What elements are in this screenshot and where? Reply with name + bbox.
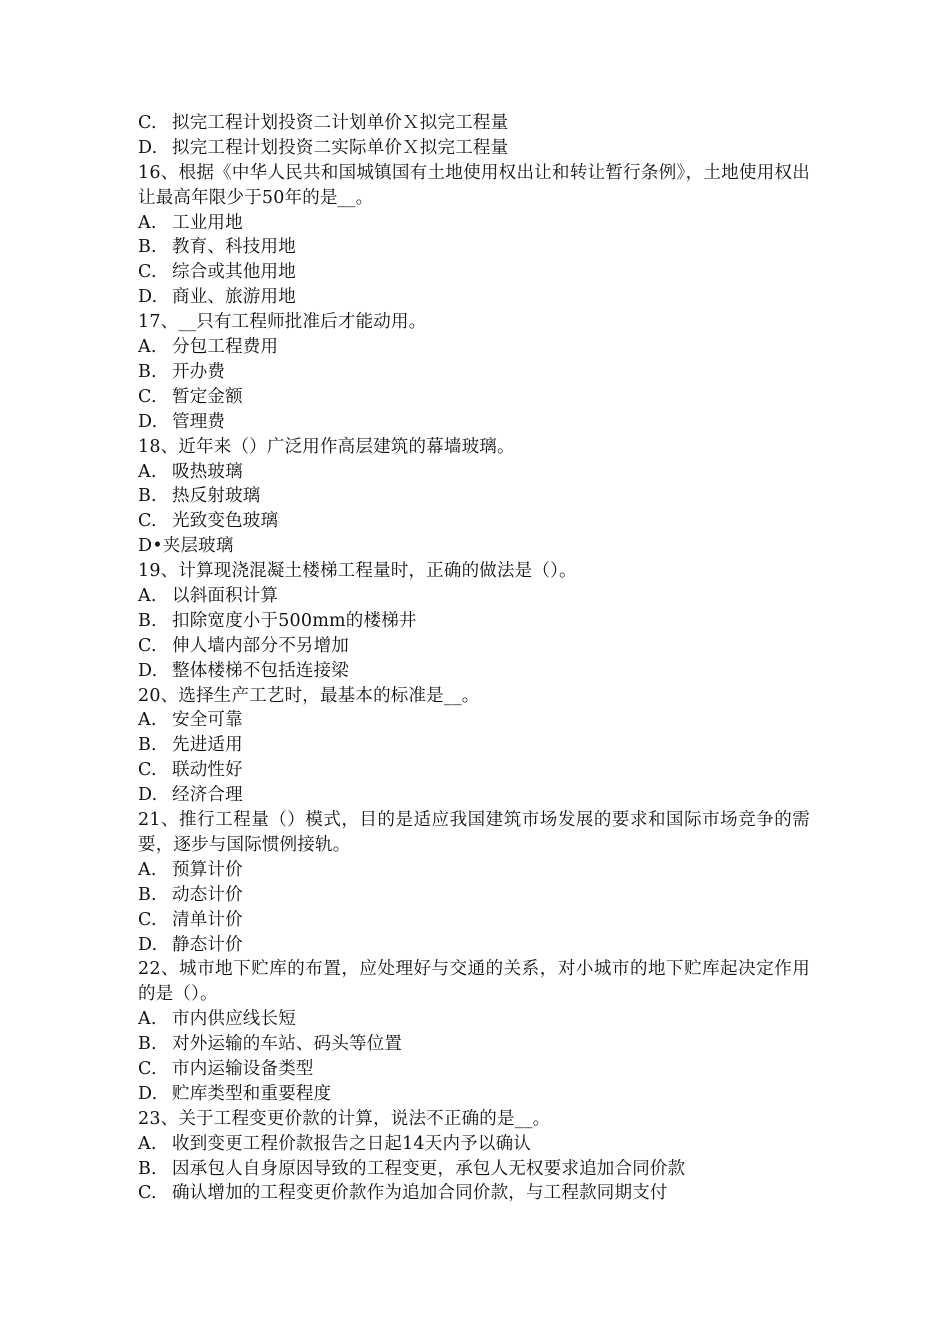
answer-option xyxy=(138,908,810,933)
option-letter: A. xyxy=(138,586,157,607)
option-letter: B. xyxy=(138,610,157,631)
answer-option xyxy=(138,1132,810,1157)
question-text: 19、计算现浇混凝土楼梯工程量时，正确的做法是（）。 xyxy=(138,561,577,582)
option-letter: C. xyxy=(138,511,157,532)
option-letter: C. xyxy=(138,113,157,133)
question-text: 22、城市地下贮库的布置，应处理好与交通的关系，对小城市的地下贮库起决定作用的是（）。 xyxy=(138,959,810,1005)
option-letter: C. xyxy=(138,1059,157,1080)
option-letter: B. xyxy=(138,237,157,258)
question-text: 16、根据《中华人民共和国城镇国有土地使用权出让和转让暂行条例》，土地使用权出让最高年限少于50年的是__。 xyxy=(138,162,810,208)
option-text: 预算计价 xyxy=(172,859,243,880)
option-text: 联动性好 xyxy=(172,760,243,781)
option-letter: C. xyxy=(138,635,157,656)
option-text: 市内供应线长短 xyxy=(172,1009,296,1030)
answer-option xyxy=(138,211,810,236)
option-letter: C. xyxy=(138,262,157,283)
option-letter: A. xyxy=(138,337,157,358)
answer-option xyxy=(138,285,810,310)
answer-option xyxy=(138,634,810,659)
option-text: 整体楼梯不包括连接梁 xyxy=(172,660,349,681)
answer-option xyxy=(138,1082,810,1107)
answer-option xyxy=(138,360,810,385)
question-text: 18、近年来（）广泛用作高层建筑的幕墙玻璃。 xyxy=(138,436,515,457)
answer-option xyxy=(138,136,810,161)
option-text: 收到变更工程价款报告之日起14天内予以确认 xyxy=(172,1133,531,1154)
answer-option xyxy=(138,933,810,958)
option-letter: C. xyxy=(138,909,157,930)
answer-option xyxy=(138,410,810,435)
option-text: 伸人墙内部分不另增加 xyxy=(172,635,349,656)
question-text: 23、关于工程变更价款的计算，说法不正确的是__。 xyxy=(138,1108,551,1129)
answer-option xyxy=(138,708,810,733)
answer-option xyxy=(138,858,810,883)
answer-option xyxy=(138,335,810,360)
answer-option xyxy=(138,385,810,410)
option-letter: D. xyxy=(138,785,158,806)
option-letter: C. xyxy=(138,386,157,407)
option-text: 光致变色玻璃 xyxy=(172,511,279,532)
option-letter: B. xyxy=(138,1034,157,1055)
option-text: 吸热玻璃 xyxy=(172,461,243,482)
document-body xyxy=(138,111,810,1206)
option-text: 拟完工程计划投资二计划单价Ｘ拟完工程量 xyxy=(172,113,509,133)
answer-option xyxy=(138,111,810,136)
answer-option xyxy=(138,783,810,808)
option-text: 教育、科技用地 xyxy=(172,237,296,258)
question-text: D•夹层玻璃 xyxy=(138,536,234,557)
option-text: 市内运输设备类型 xyxy=(172,1059,314,1080)
option-text: 贮库类型和重要程度 xyxy=(172,1083,332,1104)
option-letter: D. xyxy=(138,660,158,681)
option-letter: C. xyxy=(138,760,157,781)
answer-option xyxy=(138,235,810,260)
option-text: 拟完工程计划投资二实际单价Ｘ拟完工程量 xyxy=(172,137,509,158)
option-text: 开办费 xyxy=(172,361,226,382)
answer-option xyxy=(138,1032,810,1057)
option-letter: C. xyxy=(138,1183,157,1204)
option-letter: A. xyxy=(138,859,157,880)
option-text: 因承包人自身原因导致的工程变更，承包人无权要求追加合同价款 xyxy=(172,1158,686,1179)
answer-option xyxy=(138,260,810,285)
option-text: 先进适用 xyxy=(172,735,243,756)
option-letter: A. xyxy=(138,710,157,731)
option-text: 暂定金额 xyxy=(172,386,243,407)
answer-option xyxy=(138,758,810,783)
option-letter: D. xyxy=(138,411,158,432)
option-text: 商业、旅游用地 xyxy=(172,287,296,308)
answer-option xyxy=(138,1157,810,1182)
option-letter: B. xyxy=(138,361,157,382)
answer-option xyxy=(138,659,810,684)
option-letter: B. xyxy=(138,884,157,905)
option-letter: D. xyxy=(138,137,158,158)
option-text: 清单计价 xyxy=(172,909,243,930)
option-text: 安全可靠 xyxy=(172,710,243,731)
option-letter: A. xyxy=(138,1133,157,1154)
option-letter: B. xyxy=(138,735,157,756)
answer-option xyxy=(138,1057,810,1082)
option-text: 分包工程费用 xyxy=(172,337,279,358)
answer-option xyxy=(138,584,810,609)
answer-option xyxy=(138,509,810,534)
option-letter: D. xyxy=(138,934,158,955)
question-text: 17、__只有工程师批准后才能动用。 xyxy=(138,312,427,333)
option-letter: D. xyxy=(138,287,158,308)
option-text: 确认增加的工程变更价款作为追加合同价款，与工程款同期支付 xyxy=(172,1183,668,1204)
option-text: 工业用地 xyxy=(172,212,243,233)
option-text: 经济合理 xyxy=(172,785,243,806)
option-letter: B. xyxy=(138,1158,157,1179)
option-text: 管理费 xyxy=(172,411,226,432)
question-text: 20、选择生产工艺时，最基本的标准是__。 xyxy=(138,685,480,706)
option-text: 综合或其他用地 xyxy=(172,262,296,283)
answer-option xyxy=(138,1181,810,1206)
option-letter: D. xyxy=(138,1083,158,1104)
answer-option xyxy=(138,733,810,758)
answer-option xyxy=(138,1007,810,1032)
option-text: 以斜面积计算 xyxy=(172,586,279,607)
answer-option xyxy=(138,609,810,634)
option-letter: B. xyxy=(138,486,157,507)
option-letter: A. xyxy=(138,461,157,482)
option-text: 热反射玻璃 xyxy=(172,486,261,507)
answer-option xyxy=(138,460,810,485)
option-letter: A. xyxy=(138,1009,157,1030)
answer-option xyxy=(138,883,810,908)
question-text: 21、推行工程量（）模式，目的是适应我国建筑市场发展的要求和国际市场竞争的需要，逐步与国际惯例接轨。 xyxy=(138,810,810,855)
option-text: 动态计价 xyxy=(172,884,243,905)
option-letter: A. xyxy=(138,212,157,233)
option-text: 扣除宽度小于500mm的楼梯井 xyxy=(172,610,417,631)
option-text: 静态计价 xyxy=(172,934,243,955)
option-text: 对外运输的车站、码头等位置 xyxy=(172,1034,403,1055)
answer-option xyxy=(138,484,810,509)
